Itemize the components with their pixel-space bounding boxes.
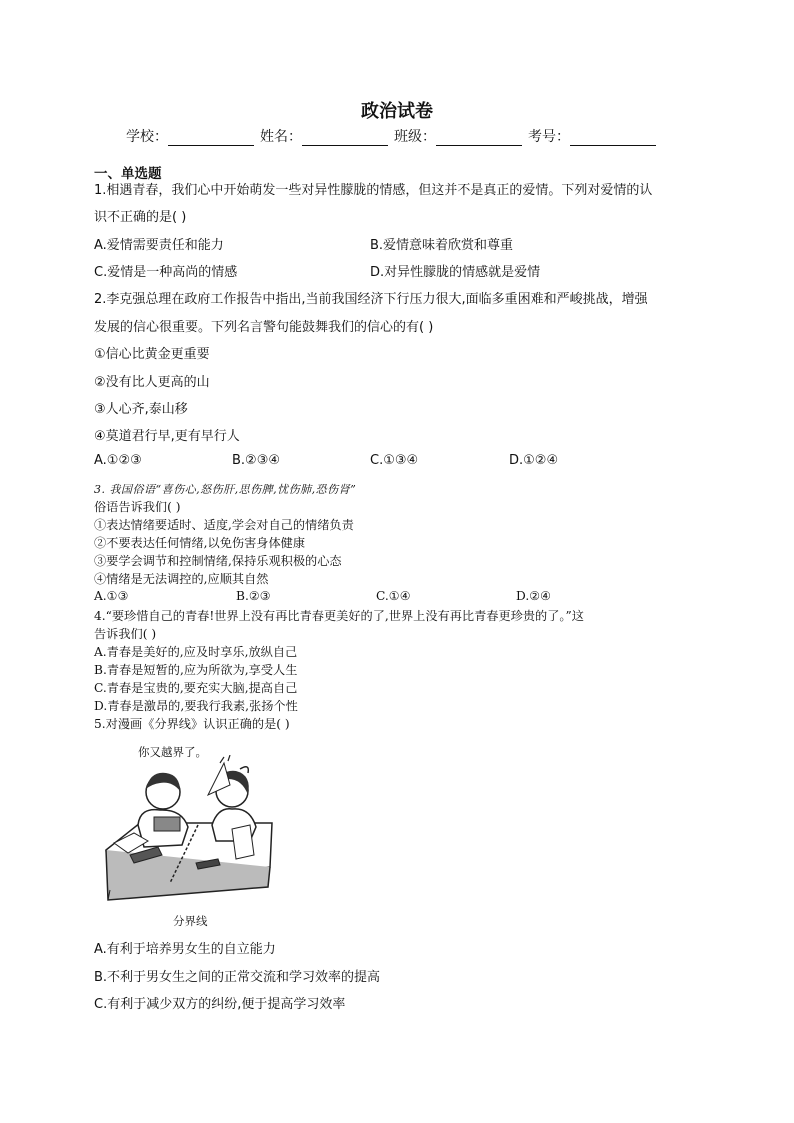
q5-option-a: A.有利于培养男女生的自立能力 bbox=[94, 942, 276, 957]
q2-option-b: B.②③④ bbox=[232, 453, 281, 468]
student-info-row bbox=[126, 126, 662, 146]
q3-option-c: C.①④ bbox=[376, 589, 411, 603]
q4-option-d: D.青春是激昂的,要我行我素,张扬个性 bbox=[94, 699, 298, 713]
name-blank[interactable] bbox=[302, 131, 388, 146]
q1-option-a: A.爱情需要责任和能力 bbox=[94, 238, 224, 253]
cartoon-speech-text: 你又越界了。 bbox=[138, 745, 207, 759]
q1-option-d: D.对异性朦胧的情感就是爱情 bbox=[370, 265, 541, 280]
name-label: 姓名： bbox=[260, 129, 302, 145]
q5-option-c: C.有利于减少双方的纠纷,便于提高学习效率 bbox=[94, 997, 346, 1012]
q3-stem-line1: 3. 我国俗语“喜伤心,怒伤肝,思伤脾,忧伤肺,恐伤肾” bbox=[94, 483, 357, 496]
q2-option-a: A.①②③ bbox=[94, 453, 142, 468]
class-label: 班级： bbox=[394, 129, 436, 145]
q3-statement-3: ③要学会调节和控制情绪,保持乐观积极的心态 bbox=[94, 554, 342, 568]
q3-stem-line2: 俗语告诉我们( ) bbox=[94, 500, 181, 514]
q5-option-b: B.不利于男女生之间的正常交流和学习效率的提高 bbox=[94, 970, 381, 985]
q2-option-d: D.①②④ bbox=[509, 453, 559, 468]
q1-option-c: C.爱情是一种高尚的情感 bbox=[94, 265, 238, 280]
q3-option-d: D.②④ bbox=[516, 589, 552, 603]
exam-no-blank[interactable] bbox=[570, 131, 656, 146]
q1-stem-line2: 识不正确的是( ) bbox=[94, 210, 187, 225]
q4-option-a: A.青春是美好的,应及时享乐,放纵自己 bbox=[94, 645, 298, 659]
q3-statement-2: ②不要表达任何情绪,以免伤害身体健康 bbox=[94, 536, 306, 550]
q5-stem: 5.对漫画《分界线》认识正确的是( ) bbox=[94, 717, 290, 731]
q4-option-c: C.青春是宝贵的,要充实大脑,提高自己 bbox=[94, 681, 298, 695]
cartoon-illustration bbox=[100, 755, 280, 910]
q4-stem-line2: 告诉我们( ) bbox=[94, 627, 157, 641]
q1-option-b: B.爱情意味着欣赏和尊重 bbox=[370, 238, 514, 253]
q4-stem-line1: 4.“要珍惜自己的青春!世界上没有再比青春更美好的了,世界上没有再比青春更珍贵的了。”这 bbox=[94, 609, 584, 623]
q4-option-b: B.青春是短暂的,应为所欲为,享受人生 bbox=[94, 663, 298, 677]
cartoon-caption: 分界线 bbox=[173, 914, 208, 928]
page-title: 政治试卷 bbox=[361, 101, 433, 122]
q2-statement-4: ④莫道君行早,更有早行人 bbox=[94, 429, 240, 444]
q3-option-a: A.①③ bbox=[94, 589, 129, 603]
q3-statement-1: ①表达情绪要适时、适度,学会对自己的情绪负责 bbox=[94, 518, 354, 532]
q3-statement-4: ④情绪是无法调控的,应顺其自然 bbox=[94, 572, 269, 586]
q1-stem-line1: 1.相遇青春，我们心中开始萌发一些对异性朦胧的情感，但这并不是真正的爱情。下列对爱情的认 bbox=[94, 183, 653, 198]
class-blank[interactable] bbox=[436, 131, 522, 146]
q2-stem-line1: 2.李克强总理在政府工作报告中指出,当前我国经济下行压力很大,面临多重困难和严峻挑战，增强 bbox=[94, 292, 648, 307]
q2-statement-3: ③人心齐,泰山移 bbox=[94, 402, 188, 417]
school-blank[interactable] bbox=[168, 131, 254, 146]
q2-statement-2: ②没有比人更高的山 bbox=[94, 375, 210, 390]
q2-statement-1: ①信心比黄金更重要 bbox=[94, 347, 210, 362]
exam-no-label: 考号： bbox=[528, 129, 570, 145]
q3-option-b: B.②③ bbox=[236, 589, 271, 603]
section-heading: 一、单选题 bbox=[94, 166, 162, 182]
school-label: 学校： bbox=[126, 129, 168, 145]
q2-option-c: C.①③④ bbox=[370, 453, 419, 468]
q2-stem-line2: 发展的信心很重要。下列名言警句能鼓舞我们的信心的有( ) bbox=[94, 320, 434, 335]
